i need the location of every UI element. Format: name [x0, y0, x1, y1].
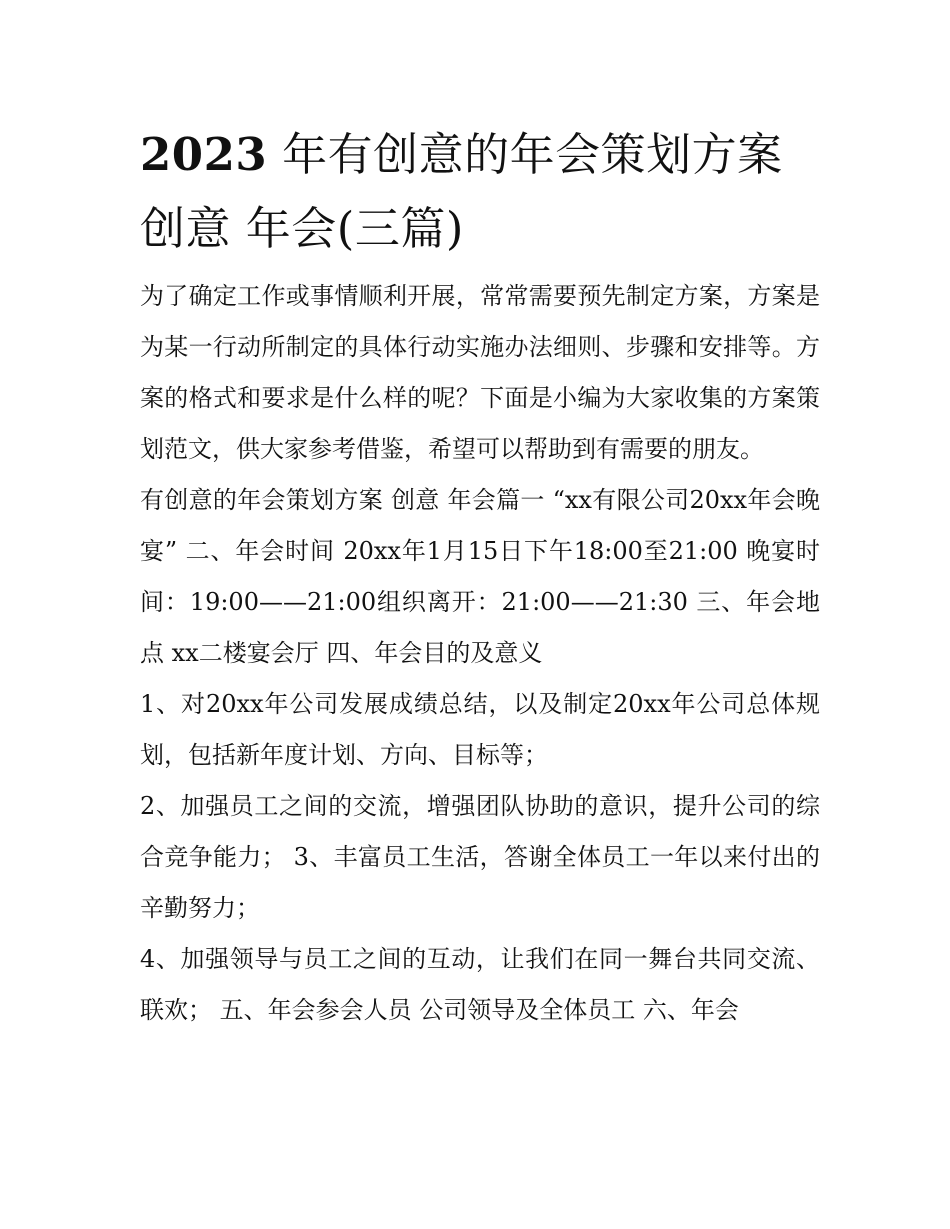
document-title: [140, 118, 820, 266]
document-page: [140, 118, 820, 1036]
paragraph-intro: 为了确定工作或事情顺利开展，常常需要预先制定方案，方案是为某一行动所制定的具体行动实施办法细则、步骤和安排等。方案的格式和要求是什么样的呢？下面是小编为大家收集的方案策划范文，供大家参考借鉴，希望可以帮助到有需要的朋友。: [140, 282, 820, 463]
title-text: 年有创意的年会策划方案创意 年会(三篇): [140, 128, 783, 255]
paragraph-event-info: 有创意的年会策划方案 创意 年会篇一 “xx有限公司20xx年会晚宴” 二、年会时间 20xx年1月15日下午18:00至21:00 晚宴时间：19:00——21:00组织离开：21:00——21:30 三、年会地点 xx二楼宴会厅 四、年会目的及意义: [140, 486, 820, 667]
paragraph-purpose-1: 1、对20xx年公司发展成绩总结，以及制定20xx年公司总体规划，包括新年度计划、方向、目标等；: [140, 690, 820, 769]
paragraph-purpose-2-3: 2、加强员工之间的交流，增强团队协助的意识，提升公司的综合竞争能力； 3、丰富员工生活，答谢全体员工一年以来付出的辛勤努力；: [140, 792, 820, 922]
paragraph-purpose-4: 4、加强领导与员工之间的互动，让我们在同一舞台共同交流、联欢； 五、年会参会人员 公司领导及全体员工 六、年会: [140, 945, 820, 1024]
title-year: 2023: [140, 128, 268, 181]
